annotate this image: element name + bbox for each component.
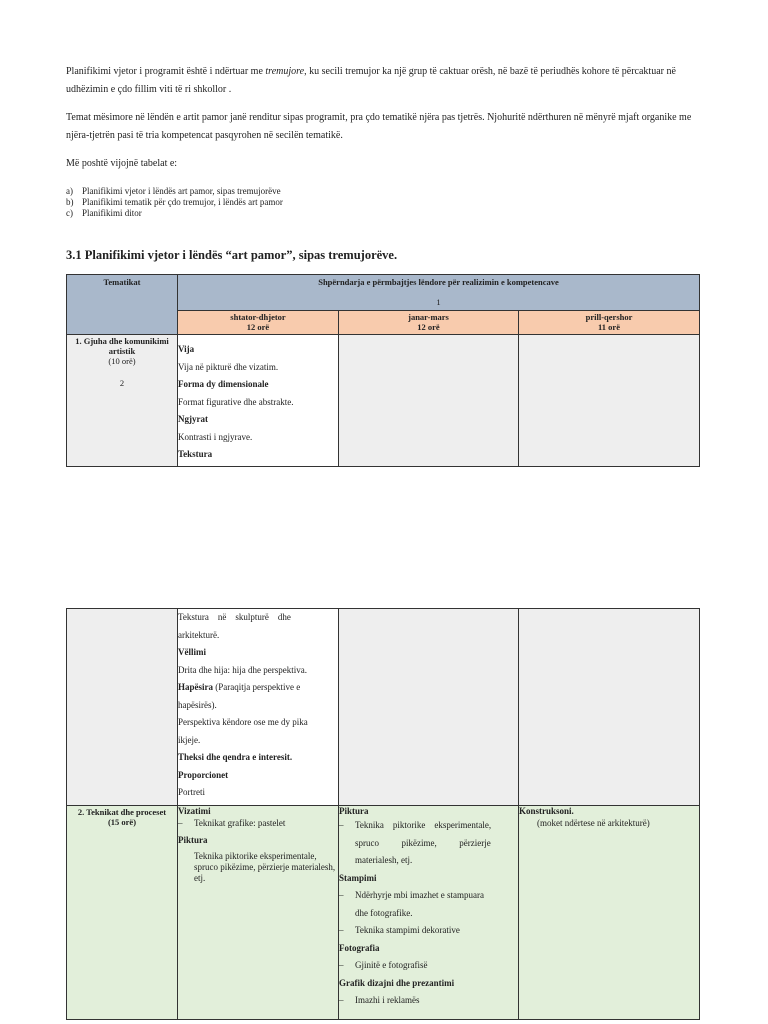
list-item: c) Planifikimi ditor: [66, 208, 142, 218]
plan-table-part-2: [66, 608, 700, 1020]
row1-term1-content: Vija Vija në pikturë dhe vizatim. Forma dy dimensionale Format figurative dhe abstrakte. Ngjyrat Kontrasti i ngjyrave. Tekstura: [178, 335, 339, 467]
list-item: a) Planifikimi vjetor i lëndës art pamor, sipas tremujorëve: [66, 186, 281, 196]
row2-term3-content: Konstruksoni. (moket ndërtese në arkitekturë): [519, 806, 700, 1020]
theme-cell-1-cont: [67, 609, 178, 806]
term-header-1: shtator-dhjetor 12 orë: [178, 311, 339, 335]
row2-term2-content: Piktura – Teknika piktorike eksperimentale, spruco pikëzime, përzierje materialesh, etj. Stampimi – Ndërhyrje mbi imazhet e stampuara dhe fotografike. – Teknika stampimi dekorative Fotografia – Gjinitë e fotografisë Grafik dizajni dhe prezantimi – Imazhi i reklamës: [339, 806, 519, 1020]
header-shperndarja: Shpërndarja e përmbajtjes lëndore për realizimin e kompetencave 1: [178, 275, 700, 311]
table-list: [66, 186, 283, 219]
header-tematikat: Tematikat: [67, 275, 178, 335]
plan-table-part-1: [66, 274, 700, 467]
intro-paragraph-1: Planifikimi vjetor i programit është i ndërtuar me tremujore, ku secili tremujor ka një grup të caktuar orësh, në bazë të periudhës kohore të përcaktuar në udhëzimin e çdo fillim viti të ri shkollor .: [66, 66, 676, 95]
row1-cont-term3-content: [519, 609, 700, 806]
row1-term2-content: [339, 335, 519, 467]
row1-cont-term2-content: [339, 609, 519, 806]
row1-term3-content: [519, 335, 700, 467]
list-item: b) Planifikimi tematik për çdo tremujor, i lëndës art pamor: [66, 197, 283, 207]
row1-cont-term1-content: Tekstura në skulpturë dhe arkitekturë. Vëllimi Drita dhe hija: hija dhe perspektiva. Hapësira (Paraqitja perspektive e hapësirës). Perspektiva këndore ose me dy pika ikjeje. Theksi dhe qendra e interesit. Proporcionet Portreti: [178, 609, 339, 806]
term-header-3: prill-qershor 11 orë: [519, 311, 700, 335]
term-header-2: janar-mars 12 orë: [339, 311, 519, 335]
intro-paragraph-3: Më poshtë vijojnë tabelat e:: [66, 158, 178, 169]
theme-cell-1: 1. Gjuha dhe komunikimi artistik (10 orë) 2: [67, 335, 178, 467]
section-title: 3.1 Planifikimi vjetor i lëndës “art pamor”, sipas tremujorëve.: [66, 248, 398, 262]
row2-term1-content: Vizatimi – Teknikat grafike: pastelet Piktura Teknika piktorike eksperimentale, spruco pikëzime, përzierje materialesh, etj.: [178, 806, 339, 1020]
theme-cell-2: 2. Teknikat dhe proceset (15 orë): [67, 806, 178, 1020]
intro-paragraph-2: Temat mësimore në lëndën e artit pamor janë renditur sipas programit, pra çdo tematikë njëra pas tjetrës. Njohuritë ndërthuren në mënyrë mjaft organike me njëra-tjetrën pasi të tria kompetencat pasqyrohen në secilën tematikë.: [66, 112, 692, 141]
